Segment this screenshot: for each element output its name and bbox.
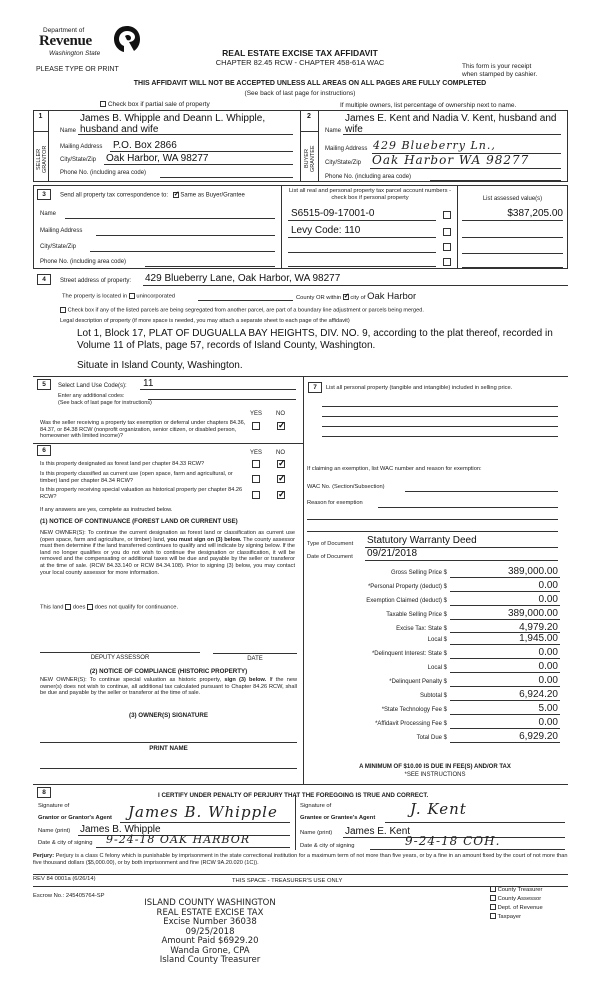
buyer-city-value[interactable]: Oak Harbor WA 98277: [372, 153, 530, 167]
unincorporated-label: unincorporated: [136, 293, 176, 300]
s3-name-label: Name: [40, 211, 57, 217]
excise-state-value[interactable]: 4,979.20: [519, 622, 558, 633]
delinquent-penalty-label: *Delinquent Penalty $: [389, 679, 447, 685]
if-yes-note: If any answers are yes, complete as instructed below.: [40, 507, 173, 513]
stamp-line-1: ISLAND COUNTY WASHINGTON: [144, 898, 276, 908]
reason-label: Reason for exemption: [307, 500, 363, 506]
segregated-label: Check box if any of the listed parcels are being segregated from another parcel, are part of a boundary line adjustment or parcels being merged.: [67, 307, 424, 314]
perjury-notice: [33, 853, 568, 867]
seller-phone-field[interactable]: [160, 177, 293, 178]
street-address-label: Street address of property:: [60, 278, 132, 284]
treasurer-copy-label: County Treasurer: [497, 887, 543, 893]
section-7-number: 7: [308, 382, 322, 393]
grantor-sig-label-1: Signature of: [38, 803, 70, 809]
buyer-name-line1: James E. Kent and Nadia V. Kent, husband and: [345, 113, 557, 124]
s3-phone-field[interactable]: [145, 266, 275, 267]
parcel-header: List all real and personal property tax parcel account numbers - check box if personal property: [288, 188, 452, 201]
section-5-number: 5: [37, 379, 51, 390]
total-due-value[interactable]: 6,929.20: [519, 731, 558, 742]
s3-city-label: City/State/Zip: [40, 244, 77, 250]
receipt-note-1: This form is your receipt: [462, 63, 532, 70]
stamp-line-4: 09/25/2018: [185, 926, 235, 937]
exemption-claimed-value[interactable]: 0.00: [538, 594, 558, 605]
stamp-line-3: Excise Number 36038: [163, 917, 257, 927]
notice2-text: [40, 677, 297, 697]
section-6-number: 6: [37, 445, 51, 456]
stamp-line-2: REAL ESTATE EXCISE TAX: [156, 907, 264, 918]
forest-yes-checkbox[interactable]: [252, 460, 260, 468]
seller-mailing-label: Mailing Address: [60, 144, 103, 150]
county-field[interactable]: [198, 300, 293, 301]
please-type-label: PLEASE TYPE OR PRINT: [36, 66, 119, 73]
subtotal-label: Subtotal $: [419, 693, 447, 699]
delinquent-interest-state-label: *Delinquent Interest: State $: [371, 651, 447, 657]
parcel-1-personal-checkbox[interactable]: [443, 211, 451, 219]
stamp-line-5: Amount Paid $6929.20: [161, 936, 259, 946]
seller-phone-label: Phone No. (including area code): [60, 170, 147, 176]
s3-mailing-field[interactable]: [96, 235, 275, 236]
reason-field-2[interactable]: [307, 519, 558, 520]
notice2-text-b: If the new owner(s) does not wish to continue, all additional tax calculated pursuant to Chapter 84.26 RCW, shall be due and payable by the seller or transferor at the time of sale.: [40, 677, 298, 697]
grantor-sig-label-2: Grantor or Grantor's Agent: [38, 815, 112, 821]
grantor-date-label: Date & city of signing: [38, 840, 93, 846]
current-use-question: Is this property classified as current use (open space, farm and agricultural, or timber) land per chapter 84.34 RCW?: [40, 471, 233, 484]
section-1-number: 1: [38, 113, 43, 120]
seller-name-line1: James B. Whipple and Deann L. Whipple,: [80, 113, 266, 124]
minimum-fee-note: A MINIMUM OF $10.00 IS DUE IN FEE(S) AND/OR TAX: [359, 764, 511, 770]
distribution-revenue: [490, 904, 543, 913]
buyer-name-line2[interactable]: wife: [345, 124, 363, 135]
section-2-number: 2: [307, 113, 311, 120]
city-of-label: city of: [350, 295, 366, 301]
county-or-within-label: County OR within: [296, 295, 342, 301]
forest-no-checkbox[interactable]: [277, 460, 285, 468]
date-label: DATE: [247, 656, 263, 662]
parcel-3-personal-checkbox[interactable]: [443, 243, 451, 251]
dor-swirl-logo-icon: [112, 24, 142, 54]
stamp-line-6: Wanda Grone, CPA: [170, 945, 250, 956]
parcel-2-personal-checkbox[interactable]: [443, 228, 451, 236]
certify-statement: I CERTIFY UNDER PENALTY OF PERJURY THAT THE FOREGOING IS TRUE AND CORRECT.: [158, 792, 429, 799]
send-correspondence-label: Send all property tax correspondence to:: [60, 192, 169, 199]
buyer-city-label: City/State/Zip: [325, 160, 362, 166]
delinquent-interest-local-label: Local $: [427, 665, 447, 671]
seller-mailing-value[interactable]: P.O. Box 2866: [113, 140, 177, 151]
legal-description-label: Legal description of property (if more space is needed, you may attach a separate sheet to each page of the affidavit): [60, 318, 350, 324]
logo-state-text: Washington State: [49, 50, 101, 57]
buyer-name-label: Name: [325, 128, 342, 134]
tech-fee-value[interactable]: 5.00: [538, 703, 558, 714]
deputy-assessor-sig-line[interactable]: [40, 652, 200, 653]
personal-property-line-1[interactable]: [322, 406, 558, 407]
assessed-value-1[interactable]: $387,205.00: [507, 208, 563, 219]
doc-type-label: Type of Document: [307, 541, 354, 547]
additional-codes-field[interactable]: [148, 399, 296, 400]
parcel-4-personal-checkbox[interactable]: [443, 258, 451, 266]
parcel-number-4[interactable]: [288, 266, 436, 267]
s6-yes-header: YES: [250, 450, 263, 456]
historical-no-checkbox[interactable]: [277, 491, 285, 499]
notice1-title: (1) NOTICE OF CONTINUANCE (FOREST LAND OR CURRENT USE): [40, 518, 238, 525]
city-checkbox[interactable]: [343, 294, 349, 300]
segregated-checkbox[interactable]: [60, 307, 66, 313]
additional-codes-label: Enter any additional codes:: [58, 393, 125, 399]
parcel-number-3[interactable]: [288, 252, 436, 253]
within-row: [296, 291, 416, 302]
grantee-date-label: Date & city of signing: [300, 843, 355, 849]
personal-property-deduct-value[interactable]: 0.00: [538, 580, 558, 591]
assessor-copy-label: County Assessor: [497, 896, 542, 902]
logo-dept-text: Department of: [43, 27, 85, 34]
segregated-row: [60, 307, 424, 313]
personal-property-label: List all personal property (tangible and intangible) included in selling price.: [326, 385, 513, 391]
grantee-signature[interactable]: J. Kent: [410, 800, 467, 818]
grantor-date-value[interactable]: 9-24-18 OAK HARBOR: [106, 833, 251, 846]
s3-name-field[interactable]: [65, 218, 275, 219]
personal-property-deduct-label: *Personal Property (deduct) $: [367, 584, 447, 590]
located-in-label: The property is located in: [62, 293, 128, 300]
deputy-assessor-label: DEPUTY ASSESSOR: [90, 655, 150, 661]
buyer-mailing-label: Mailing Address: [325, 146, 368, 152]
exemption-no-checkbox[interactable]: [277, 422, 285, 430]
located-row: [62, 293, 175, 300]
see-back-instructions: (See back of last page for instructions): [58, 400, 152, 406]
treasurer-copy-checkbox[interactable]: [490, 886, 496, 892]
distribution-list: [490, 886, 543, 922]
land-use-label: Select Land Use Code(s):: [58, 383, 127, 389]
city-value[interactable]: Oak Harbor: [367, 291, 417, 302]
taxable-price-label: Taxable Selling Price $: [386, 612, 447, 618]
notice2-bold: sign (3) below.: [224, 677, 267, 683]
street-address-value[interactable]: 429 Blueberry Lane, Oak Harbor, WA 98277: [145, 273, 341, 284]
exemption-claimed-label: Exemption Claimed (deduct) $: [366, 598, 447, 604]
gross-price-label: Gross Selling Price $: [390, 570, 447, 576]
rev-number: REV 84 0001a (6/26/14): [33, 876, 96, 882]
same-as-buyer-label: Same as Buyer/Grantee: [180, 192, 245, 199]
wac-label: WAC No. (Section/Subsection): [307, 484, 385, 490]
receipt-note-2: when stamped by cashier.: [462, 71, 538, 78]
print-name-label: PRINT NAME: [149, 745, 188, 752]
reason-field-3[interactable]: [307, 531, 558, 532]
perjury-text: Perjury is a class C felony which is punishable by imprisonment in the state correctional institution for a maximum term of not more than five years, or by a fine in an amount fixed by the court of not more than five thousand dollars ($5,000.00), or by both imprisonment and fine (RCW 9A.20.020 (1C)).: [33, 853, 568, 866]
processing-fee-label: *Affidavit Processing Fee $: [375, 721, 447, 727]
does-qualify-checkbox[interactable]: [65, 604, 71, 610]
delinquent-interest-state-value[interactable]: 0.00: [538, 647, 558, 658]
see-instructions-note: *SEE INSTRUCTIONS: [404, 772, 466, 778]
grantor-signature[interactable]: James B. Whipple: [128, 803, 278, 821]
seller-name-line2[interactable]: husband and wife: [80, 124, 159, 135]
excise-local-label: Local $: [427, 637, 447, 643]
notice1-text: [40, 530, 295, 576]
delinquent-interest-local-value[interactable]: 0.00: [538, 661, 558, 672]
grantee-date-value[interactable]: 9-24-18 COH.: [405, 834, 501, 848]
buyer-mailing-value[interactable]: 429 Blueberry Ln.,: [373, 139, 496, 152]
section-4-number: 4: [37, 274, 51, 285]
assessor-date-line[interactable]: [213, 653, 297, 654]
section-3-number: 3: [37, 189, 51, 200]
grantor-name-value[interactable]: James B. Whipple: [80, 824, 161, 835]
personal-property-line-2[interactable]: [322, 416, 558, 417]
current-use-yes-checkbox[interactable]: [252, 475, 260, 483]
parcel-number-1[interactable]: S6515-09-17001-0: [291, 208, 375, 219]
assessor-copy-checkbox[interactable]: [490, 895, 496, 901]
doc-type-value[interactable]: Statutory Warranty Deed: [367, 535, 477, 546]
form-subtitle: CHAPTER 82.45 RCW - CHAPTER 458-61A WAC: [215, 58, 385, 67]
grantor-name-label: Name (print): [38, 828, 71, 834]
s3-mailing-label: Mailing Address: [40, 228, 83, 234]
processing-fee-value[interactable]: 0.00: [538, 717, 558, 728]
does-not-label: does not qualify for continuance.: [94, 604, 179, 611]
unincorporated-checkbox[interactable]: [129, 293, 135, 299]
dor-logo: [37, 24, 147, 64]
notice2-title: (2) NOTICE OF COMPLIANCE (HISTORIC PROPERTY): [89, 668, 248, 675]
s3-phone-label: Phone No. (including area code): [40, 259, 127, 265]
print-name-line[interactable]: [40, 768, 297, 769]
buyer-grantee-label: BUYER GRANTEE: [304, 145, 316, 173]
partial-sale-label: Check box if partial sale of property: [107, 101, 210, 108]
send-correspondence-row: [60, 192, 245, 199]
distribution-treasurer: [490, 886, 543, 895]
stamp-line-7: Island County Treasurer: [159, 955, 261, 965]
doc-date-value[interactable]: 09/21/2018: [367, 548, 418, 559]
does-label: does: [72, 604, 86, 611]
warning-text: THIS AFFIDAVIT WILL NOT BE ACCEPTED UNLESS ALL AREAS ON ALL PAGES ARE FULLY COMPLETED: [133, 80, 487, 87]
multiple-owners-note: If multiple owners, list percentage of ownership next to name.: [340, 102, 517, 109]
current-use-no-checkbox[interactable]: [277, 475, 285, 483]
s5-yes-header: YES: [250, 411, 263, 417]
section-8-number: 8: [37, 787, 51, 798]
buyer-phone-field[interactable]: [430, 180, 561, 181]
s3-city-field[interactable]: [90, 251, 275, 252]
historical-yes-checkbox[interactable]: [252, 491, 260, 499]
notice1-text-a: NEW OWNER(S): To continue the current designation as forest land or classification as current use (open space, farm and agriculture, or timber) land,: [40, 530, 295, 543]
s5-no-header: NO: [276, 411, 285, 417]
buyer-phone-label: Phone No. (including area code): [325, 174, 412, 180]
same-as-buyer-checkbox[interactable]: [173, 192, 179, 198]
perjury-bold: Perjury:: [33, 853, 55, 859]
seller-grantor-label: SELLER GRANTOR: [36, 145, 48, 173]
legal-line-3: Situate in Island County, Washington.: [77, 360, 243, 371]
notice1-bold: you must sign on (3) below.: [167, 536, 242, 543]
taxpayer-copy-label: Taxpayer: [497, 914, 522, 920]
exemption-claim-label: If claiming an exemption, list WAC number and reason for exemption:: [307, 466, 482, 472]
form-title: REAL ESTATE EXCISE TAX AFFIDAVIT: [222, 48, 378, 58]
partial-sale-checkbox[interactable]: [100, 101, 106, 107]
land-use-value[interactable]: 11: [143, 378, 154, 389]
seller-city-value[interactable]: Oak Harbor, WA 98277: [106, 153, 209, 164]
assessed-header: List assessed value(s): [482, 196, 543, 202]
distribution-assessor: [490, 895, 543, 904]
taxpayer-copy-checkbox[interactable]: [490, 913, 496, 919]
revenue-copy-label: Dept. of Revenue: [497, 905, 543, 911]
seller-name-label: Name: [60, 128, 77, 134]
reason-field[interactable]: [378, 507, 558, 508]
forest-land-question: Is this property designated as forest land per chapter 84.33 RCW?: [40, 461, 205, 467]
treasurer-stamp: [120, 899, 300, 966]
owner-signature-line[interactable]: [40, 742, 297, 743]
partial-sale-row: [100, 101, 210, 108]
this-land-label: This land: [40, 604, 64, 611]
escrow-number: Escrow No.: 245405764-SP: [33, 893, 105, 899]
legal-line-2: Volume 11 of Plats, page 57, records of Island County, Washington.: [77, 340, 376, 351]
revenue-copy-checkbox[interactable]: [490, 904, 496, 910]
seller-city-label: City/State/Zip: [60, 157, 97, 163]
doc-date-label: Date of Document: [307, 554, 353, 560]
gross-price-value[interactable]: 389,000.00: [507, 566, 558, 577]
logo-revenue-text: Revenue: [39, 33, 92, 49]
tech-fee-label: *State Technology Fee $: [381, 707, 447, 713]
taxable-price-value[interactable]: 389,000.00: [507, 608, 558, 619]
wac-field[interactable]: [405, 491, 558, 492]
continuance-row: [40, 604, 178, 611]
historical-question: Is this property receiving special valuation as historical property per chapter 84.26 RCW?: [40, 487, 243, 500]
legal-line-1: Lot 1, Block 17, PLAT OF DUGUALLA BAY HEIGHTS, DIV. NO. 9, according to the plat thereof, recorded in: [77, 328, 553, 339]
subtotal-value[interactable]: 6,924.20: [519, 689, 558, 700]
amounts-table: [307, 566, 562, 746]
personal-property-line-4[interactable]: [322, 436, 558, 437]
excise-local-value[interactable]: 1,945.00: [519, 633, 558, 644]
grantee-sig-label-2: Grantee or Grantee's Agent: [300, 815, 376, 821]
total-due-label: Total Due $: [416, 735, 447, 741]
notice1-text-b: The county assessor must then determine if the land transferred continues to qualify and will indicate by signing below. If the land no longer qualifies or you do not wish to continue the designation or classification, it will be removed and the compensating or additional taxes will be due and payable by the seller or transferor at the time of sale. (RCW 84.33.140 or RCW 84.34.108). Prior to signing (3) below, you may contact your local county assessor for more information.: [40, 536, 295, 576]
delinquent-penalty-value[interactable]: 0.00: [538, 675, 558, 686]
grantee-sig-label-1: Signature of: [300, 803, 332, 809]
parcel-number-2[interactable]: Levy Code: 110: [291, 225, 361, 236]
exemption-question: Was the seller receiving a property tax exemption or deferral under chapters 84.36, 84.37, or 84.38 RCW (nonprofit organization, senior citizen, or disabled person, homeowner with limited income)?: [40, 420, 246, 439]
treasurer-use-label: THIS SPACE - TREASURER'S USE ONLY: [232, 878, 343, 884]
does-not-qualify-checkbox[interactable]: [87, 604, 93, 610]
distribution-taxpayer: [490, 913, 543, 922]
excise-state-label: Excise Tax: State $: [396, 626, 447, 632]
personal-property-line-3[interactable]: [322, 426, 558, 427]
notice2-text-a: NEW OWNER(S): To continue special valuation as historic property,: [40, 677, 225, 683]
exemption-yes-checkbox[interactable]: [252, 422, 260, 430]
see-back-note: (See back of last page for instructions): [244, 90, 356, 97]
grantee-name-value[interactable]: James E. Kent: [345, 826, 411, 837]
s6-no-header: NO: [276, 450, 285, 456]
grantee-name-label: Name (print): [300, 830, 333, 836]
owner-signature-title: (3) OWNER(S) SIGNATURE: [129, 712, 208, 719]
